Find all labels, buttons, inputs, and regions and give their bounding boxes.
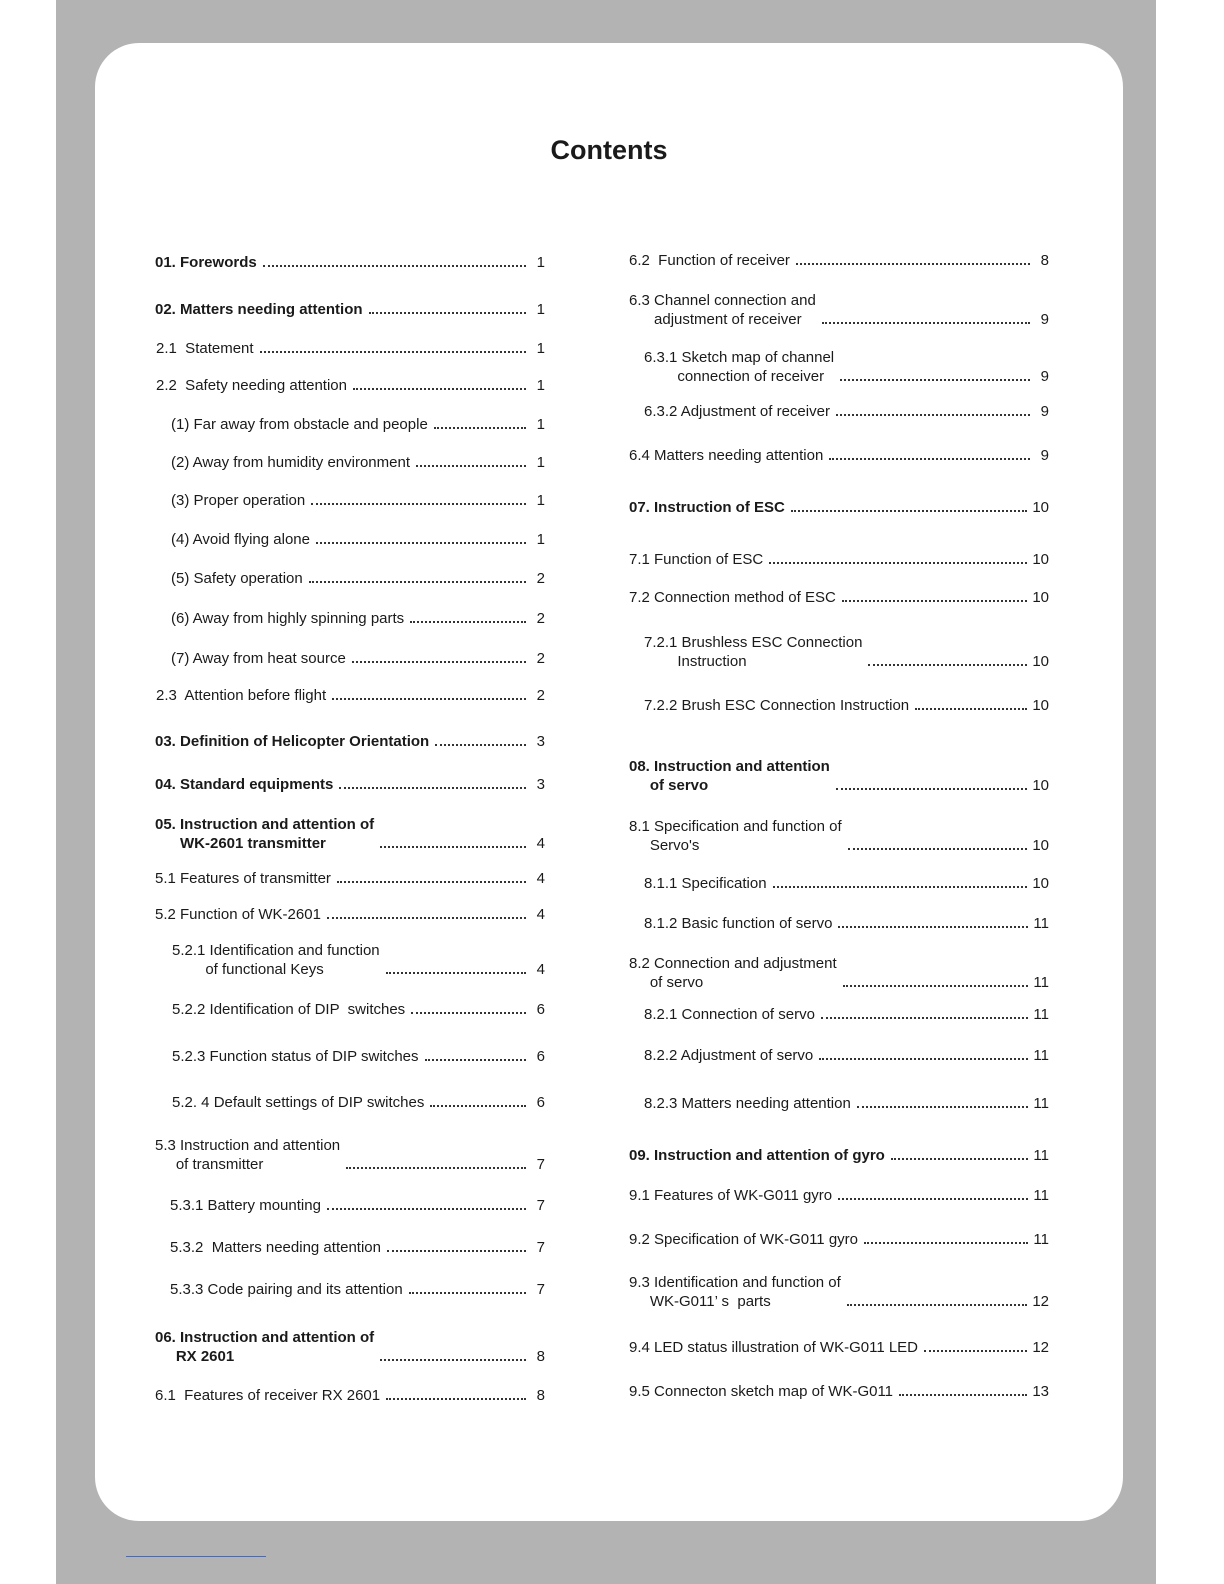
toc-entry-label: 5.2.2 Identification of DIP switches (172, 1001, 406, 1018)
toc-entry-page-number: 4 (536, 906, 545, 923)
toc-entry (155, 649, 545, 668)
toc-entry-page-number: 8 (536, 1387, 545, 1404)
toc-entry-label: 2.1 Statement (156, 340, 254, 357)
toc-entry-label: 5.2.3 Function status of DIP switches (172, 1048, 419, 1065)
toc-entry-label: (5) Safety operation (171, 570, 303, 587)
toc-entry (629, 498, 1049, 517)
toc-entry-label: 7.2.2 Brush ESC Connection Instruction (644, 697, 910, 714)
toc-entry (155, 376, 545, 395)
dot-leader (819, 1058, 1028, 1060)
toc-entry-label: 8.2 Connection and adjustment of servo (629, 955, 837, 991)
toc-entry-page-number: 1 (536, 377, 545, 394)
dot-leader (311, 503, 526, 505)
dot-leader (843, 985, 1029, 987)
toc-entry-label: 8.1 Specification and function of Servo's (629, 818, 842, 854)
toc-entry-label: (2) Away from humidity environment (171, 454, 410, 471)
toc-entry (629, 914, 1049, 933)
toc-entry-page-number: 6 (536, 1048, 545, 1065)
dot-leader (309, 581, 526, 583)
toc-entry-page-number: 11 (1033, 974, 1049, 991)
toc-entry-label: 09. Instruction and attention of gyro (629, 1147, 885, 1164)
dot-leader (836, 414, 1030, 416)
toc-entry (155, 300, 545, 319)
toc-entry-label: 5.2 Function of WK-2601 (155, 906, 321, 923)
dot-leader (409, 1292, 526, 1294)
toc-entry (155, 1280, 545, 1299)
toc-entry-label: 6.4 Matters needing attention (629, 447, 824, 464)
toc-entry-label: 05. Instruction and attention of WK-2601 transmitter (155, 816, 375, 852)
toc-entry (629, 633, 1049, 671)
toc-entry-label: 6.3.2 Adjustment of receiver (644, 403, 830, 420)
toc-entry (155, 1328, 545, 1366)
toc-entry-label: 01. Forewords (155, 254, 257, 271)
dot-leader (838, 1198, 1028, 1200)
toc-entry-page-number: 9 (1040, 311, 1049, 328)
toc-entry-page-number: 1 (536, 454, 545, 471)
toc-entry (629, 696, 1049, 715)
dot-leader (316, 542, 526, 544)
dot-leader (791, 510, 1027, 512)
contents-page (95, 43, 1123, 1521)
toc-entry-label: 5.2. 4 Default settings of DIP switches (172, 1094, 425, 1111)
toc-entry-label: 03. Definition of Helicopter Orientation (155, 733, 430, 750)
toc-entry-page-number: 1 (536, 301, 545, 318)
toc-entry-page-number: 10 (1032, 551, 1049, 568)
toc-entry-label: 7.2 Connection method of ESC (629, 589, 836, 606)
dot-leader (857, 1106, 1029, 1108)
toc-entry-label: 7.2.1 Brushless ESC Connection Instruction (644, 634, 863, 670)
toc-entry-page-number: 13 (1032, 1383, 1049, 1400)
toc-entry-page-number: 2 (536, 687, 545, 704)
dot-leader (386, 1398, 526, 1400)
toc-entry-label: (7) Away from heat source (171, 650, 346, 667)
dot-leader (339, 787, 526, 789)
toc-entry-label: 6.3.1 Sketch map of channel connection of receiver (644, 349, 835, 385)
toc-entry (155, 415, 545, 434)
toc-entry-page-number: 8 (1040, 252, 1049, 269)
toc-entry (629, 954, 1049, 992)
toc-entry-label: (3) Proper operation (171, 492, 306, 509)
dot-leader (842, 600, 1028, 602)
toc-entry (155, 491, 545, 510)
dot-leader (773, 886, 1028, 888)
toc-entry (629, 550, 1049, 569)
toc-entry (155, 453, 545, 472)
toc-entry (155, 253, 545, 272)
toc-entry-page-number: 1 (536, 416, 545, 433)
toc-entry-label: 6.2 Function of receiver (629, 252, 790, 269)
toc-entry (155, 1047, 545, 1066)
toc-entry-page-number: 8 (536, 1348, 545, 1365)
toc-entry (155, 1000, 545, 1019)
toc-entry-label: 5.3.2 Matters needing attention (170, 1239, 381, 1256)
dot-leader (434, 427, 526, 429)
toc-entry (155, 1136, 545, 1174)
toc-entry-page-number: 10 (1032, 653, 1049, 670)
footer-link-underline (126, 1556, 266, 1557)
toc-entry-label: 6.3 Channel connection and adjustment of receiver (629, 292, 816, 328)
toc-entry-page-number: 11 (1033, 1147, 1049, 1164)
toc-entry-label: 8.2.3 Matters needing attention (644, 1095, 851, 1112)
dot-leader (915, 708, 1027, 710)
dot-leader (430, 1105, 526, 1107)
toc-entry (155, 775, 545, 794)
toc-entry-page-number: 4 (536, 961, 545, 978)
toc-entry-page-number: 9 (1040, 368, 1049, 385)
toc-entry-page-number: 12 (1032, 1293, 1049, 1310)
toc-entry (155, 569, 545, 588)
dot-leader (891, 1158, 1029, 1160)
toc-entry-page-number: 11 (1033, 1231, 1049, 1248)
dot-leader (924, 1350, 1027, 1352)
toc-entry-label: 9.2 Specification of WK-G011 gyro (629, 1231, 858, 1248)
page-title: Contents (550, 135, 668, 165)
toc-entry-page-number: 6 (536, 1001, 545, 1018)
toc-entry (155, 941, 545, 979)
toc-entry-label: 06. Instruction and attention of RX 2601 (155, 1329, 375, 1365)
toc-entry (629, 1005, 1049, 1024)
toc-entry-label: 2.2 Safety needing attention (156, 377, 347, 394)
dot-leader (848, 848, 1028, 850)
dot-leader (840, 379, 1030, 381)
toc-entry-page-number: 11 (1033, 1047, 1049, 1064)
toc-entry-label: 8.1.1 Specification (644, 875, 767, 892)
toc-entry (629, 1382, 1049, 1401)
dot-leader (263, 265, 526, 267)
dot-leader (380, 1359, 526, 1361)
toc-entry (629, 1230, 1049, 1249)
dot-leader (327, 917, 526, 919)
toc-entry-page-number: 1 (536, 340, 545, 357)
toc-entry-page-number: 7 (536, 1197, 545, 1214)
toc-entry-page-number: 10 (1032, 589, 1049, 606)
toc-entry-label: (4) Avoid flying alone (171, 531, 310, 548)
toc-entry-page-number: 6 (536, 1094, 545, 1111)
toc-entry-page-number: 11 (1033, 1187, 1049, 1204)
toc-entry-label: 8.1.2 Basic function of servo (644, 915, 833, 932)
toc-entry (629, 251, 1049, 270)
toc-entry-page-number: 10 (1032, 697, 1049, 714)
dot-leader (416, 465, 526, 467)
toc-entry-page-number: 2 (536, 570, 545, 587)
toc-entry (629, 757, 1049, 795)
toc-entry-label: 7.1 Function of ESC (629, 551, 764, 568)
dot-leader (769, 562, 1027, 564)
dot-leader (260, 351, 526, 353)
dot-leader (836, 788, 1027, 790)
dot-leader (868, 664, 1027, 666)
dot-leader (353, 388, 526, 390)
toc-entry-page-number: 4 (536, 870, 545, 887)
toc-entry-page-number: 10 (1032, 875, 1049, 892)
dot-leader (327, 1208, 526, 1210)
toc-entry-label: 5.1 Features of transmitter (155, 870, 331, 887)
toc-entry-label: 9.5 Connecton sketch map of WK-G011 (629, 1383, 894, 1400)
toc-entry (155, 815, 545, 853)
dot-leader (864, 1242, 1028, 1244)
toc-entry (629, 1338, 1049, 1357)
dot-leader (796, 263, 1030, 265)
toc-entry-label: 5.3.3 Code pairing and its attention (170, 1281, 403, 1298)
toc-entry-label: 04. Standard equipments (155, 776, 334, 793)
toc-entry (629, 1186, 1049, 1205)
toc-entry-label: 9.4 LED status illustration of WK-G011 LED (629, 1339, 919, 1356)
toc-entry-label: (1) Far away from obstacle and people (171, 416, 428, 433)
dot-leader (387, 1250, 526, 1252)
dot-leader (899, 1394, 1027, 1396)
toc-entry-page-number: 1 (536, 531, 545, 548)
dot-leader (847, 1304, 1027, 1306)
dot-leader (425, 1059, 526, 1061)
toc-entry (629, 446, 1049, 465)
toc-entry-label: 07. Instruction of ESC (629, 499, 785, 516)
toc-entry-label: 5.3.1 Battery mounting (170, 1197, 321, 1214)
toc-entry (629, 1094, 1049, 1113)
toc-entry-page-number: 11 (1033, 1095, 1049, 1112)
toc-entry-page-number: 10 (1032, 499, 1049, 516)
toc-entry-page-number: 1 (536, 254, 545, 271)
toc-entry-page-number: 10 (1032, 837, 1049, 854)
toc-entry (629, 348, 1049, 386)
dot-leader (821, 1017, 1028, 1019)
toc-entry-page-number: 7 (536, 1156, 545, 1173)
dot-leader (386, 972, 526, 974)
toc-entry-label: 5.2.1 Identification and function of functional Keys (172, 942, 380, 978)
toc-entry-label: (6) Away from highly spinning parts (171, 610, 405, 627)
toc-entry (629, 588, 1049, 607)
toc-entry (155, 1238, 545, 1257)
toc-entry (155, 686, 545, 705)
toc-entry-page-number: 2 (536, 650, 545, 667)
toc-entry (629, 291, 1049, 329)
toc-entry-label: 08. Instruction and attention of servo (629, 758, 830, 794)
toc-entry (155, 1386, 545, 1405)
toc-entry (155, 1093, 545, 1112)
toc-entry (155, 1196, 545, 1215)
dot-leader (332, 698, 526, 700)
toc-entry-label: 8.2.1 Connection of servo (644, 1006, 815, 1023)
toc-entry-label: 2.3 Attention before flight (156, 687, 327, 704)
toc-entry-page-number: 10 (1032, 777, 1049, 794)
toc-entry (629, 402, 1049, 421)
toc-entry (629, 817, 1049, 855)
dot-leader (369, 312, 526, 314)
dot-leader (838, 926, 1028, 928)
toc-entry-label: 6.1 Features of receiver RX 2601 (155, 1387, 381, 1404)
dot-leader (346, 1167, 526, 1169)
toc-entry-label: 02. Matters needing attention (155, 301, 363, 318)
toc-entry (629, 874, 1049, 893)
toc-entry-page-number: 4 (536, 835, 545, 852)
toc-entry (155, 530, 545, 549)
toc-entry (155, 609, 545, 628)
toc-entry-page-number: 1 (536, 492, 545, 509)
toc-entry (155, 905, 545, 924)
toc-entry-label: 9.3 Identification and function of WK-G011’ s parts (629, 1274, 841, 1310)
toc-entry-page-number: 2 (536, 610, 545, 627)
toc-entry-page-number: 12 (1032, 1339, 1049, 1356)
dot-leader (410, 621, 526, 623)
dot-leader (411, 1012, 526, 1014)
toc-entry-label: 9.1 Features of WK-G011 gyro (629, 1187, 833, 1204)
toc-entry (155, 732, 545, 751)
toc-entry-page-number: 11 (1033, 1006, 1049, 1023)
dot-leader (822, 322, 1030, 324)
dot-leader (352, 661, 526, 663)
dot-leader (380, 846, 526, 848)
toc-entry-page-number: 11 (1033, 915, 1049, 932)
dot-leader (337, 881, 526, 883)
toc-entry-page-number: 7 (536, 1239, 545, 1256)
toc-entry-label: 8.2.2 Adjustment of servo (644, 1047, 814, 1064)
toc-entry-page-number: 9 (1040, 403, 1049, 420)
toc-entry-page-number: 9 (1040, 447, 1049, 464)
toc-entry-page-number: 3 (536, 733, 545, 750)
toc-entry (629, 1146, 1049, 1165)
toc-entry-label: 5.3 Instruction and attention of transmitter (155, 1137, 341, 1173)
toc-entry-page-number: 7 (536, 1281, 545, 1298)
toc-entry (629, 1273, 1049, 1311)
dot-leader (829, 458, 1030, 460)
toc-entry (629, 1046, 1049, 1065)
toc-entry-page-number: 3 (536, 776, 545, 793)
toc-entry (155, 339, 545, 358)
dot-leader (435, 744, 526, 746)
toc-entry (155, 869, 545, 888)
